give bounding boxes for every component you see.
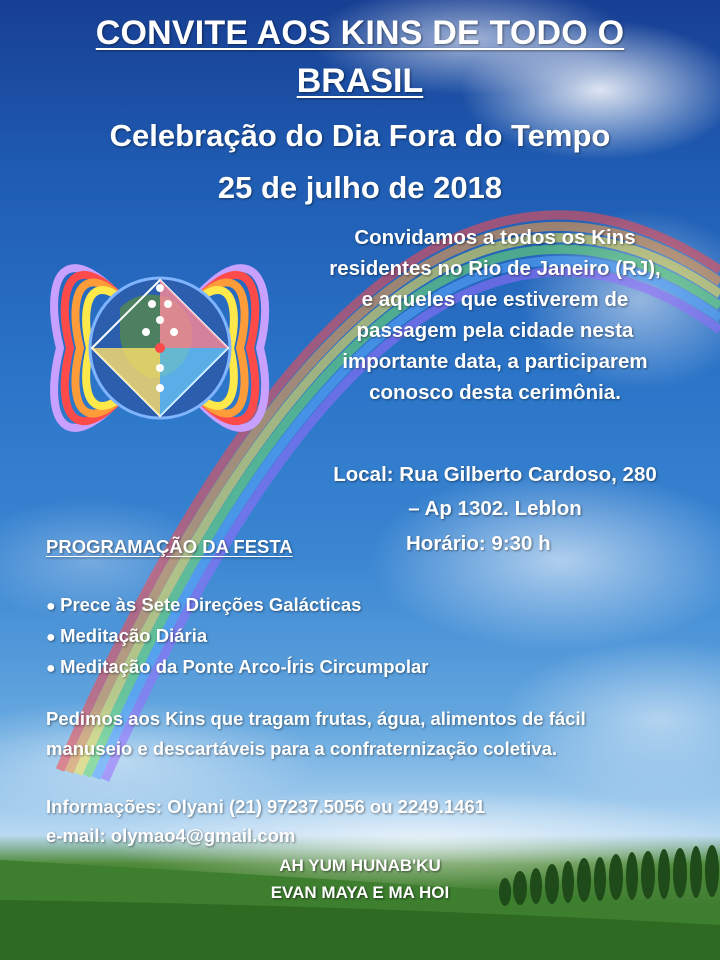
rainbow-earth-emblem-icon xyxy=(30,228,290,468)
subtitle-event: Celebração do Dia Fora do Tempo xyxy=(109,118,611,153)
closing-line: EVAN MAYA E MA HOI xyxy=(270,883,450,902)
program-item: ● Prece às Sete Direções Galácticas xyxy=(46,590,428,621)
program-item: ● Meditação da Ponte Arco-Íris Circumpolar xyxy=(46,652,428,683)
invitation-line: e aqueles que estiverem de xyxy=(361,288,629,311)
program-heading: PROGRAMAÇÃO DA FESTA xyxy=(46,536,293,557)
request-text xyxy=(46,704,706,764)
title-line-1: CONVITE AOS KINS DE TODO O xyxy=(95,14,625,52)
event-time: Horário: 9:30 h xyxy=(406,532,551,555)
request-line: manuseio e descartáveis para a confraternização coletiva. xyxy=(46,738,558,759)
subtitle-date: 25 de julho de 2018 xyxy=(217,170,503,205)
location-apartment: – Ap 1302. Leblon xyxy=(408,497,582,520)
invitation-text xyxy=(300,222,690,408)
invitation-line: Convidamos a todos os Kins xyxy=(354,226,636,249)
program-list xyxy=(46,590,428,683)
program-item: ● Meditação Diária xyxy=(46,621,428,652)
closing-blessing xyxy=(200,852,520,906)
request-line: Pedimos aos Kins que tragam frutas, água, alimentos de fácil xyxy=(46,708,586,729)
contact-email: e-mail: olymao4@gmail.com xyxy=(46,825,296,846)
invitation-line: residentes no Rio de Janeiro (RJ), xyxy=(329,257,661,280)
contact-info xyxy=(46,792,485,850)
location-address: Local: Rua Gilberto Cardoso, 280 xyxy=(333,463,657,486)
location-block xyxy=(300,458,690,526)
invitation-line: conosco desta cerimônia. xyxy=(369,381,621,404)
title-line-2: BRASIL xyxy=(296,62,424,100)
invitation-line: passagem pela cidade nesta xyxy=(356,319,634,342)
closing-line: AH YUM HUNAB'KU xyxy=(279,856,441,875)
contact-phone: Informações: Olyani (21) 97237.5056 ou 2249.1461 xyxy=(46,796,486,817)
invitation-line: importante data, a participarem xyxy=(342,350,648,373)
